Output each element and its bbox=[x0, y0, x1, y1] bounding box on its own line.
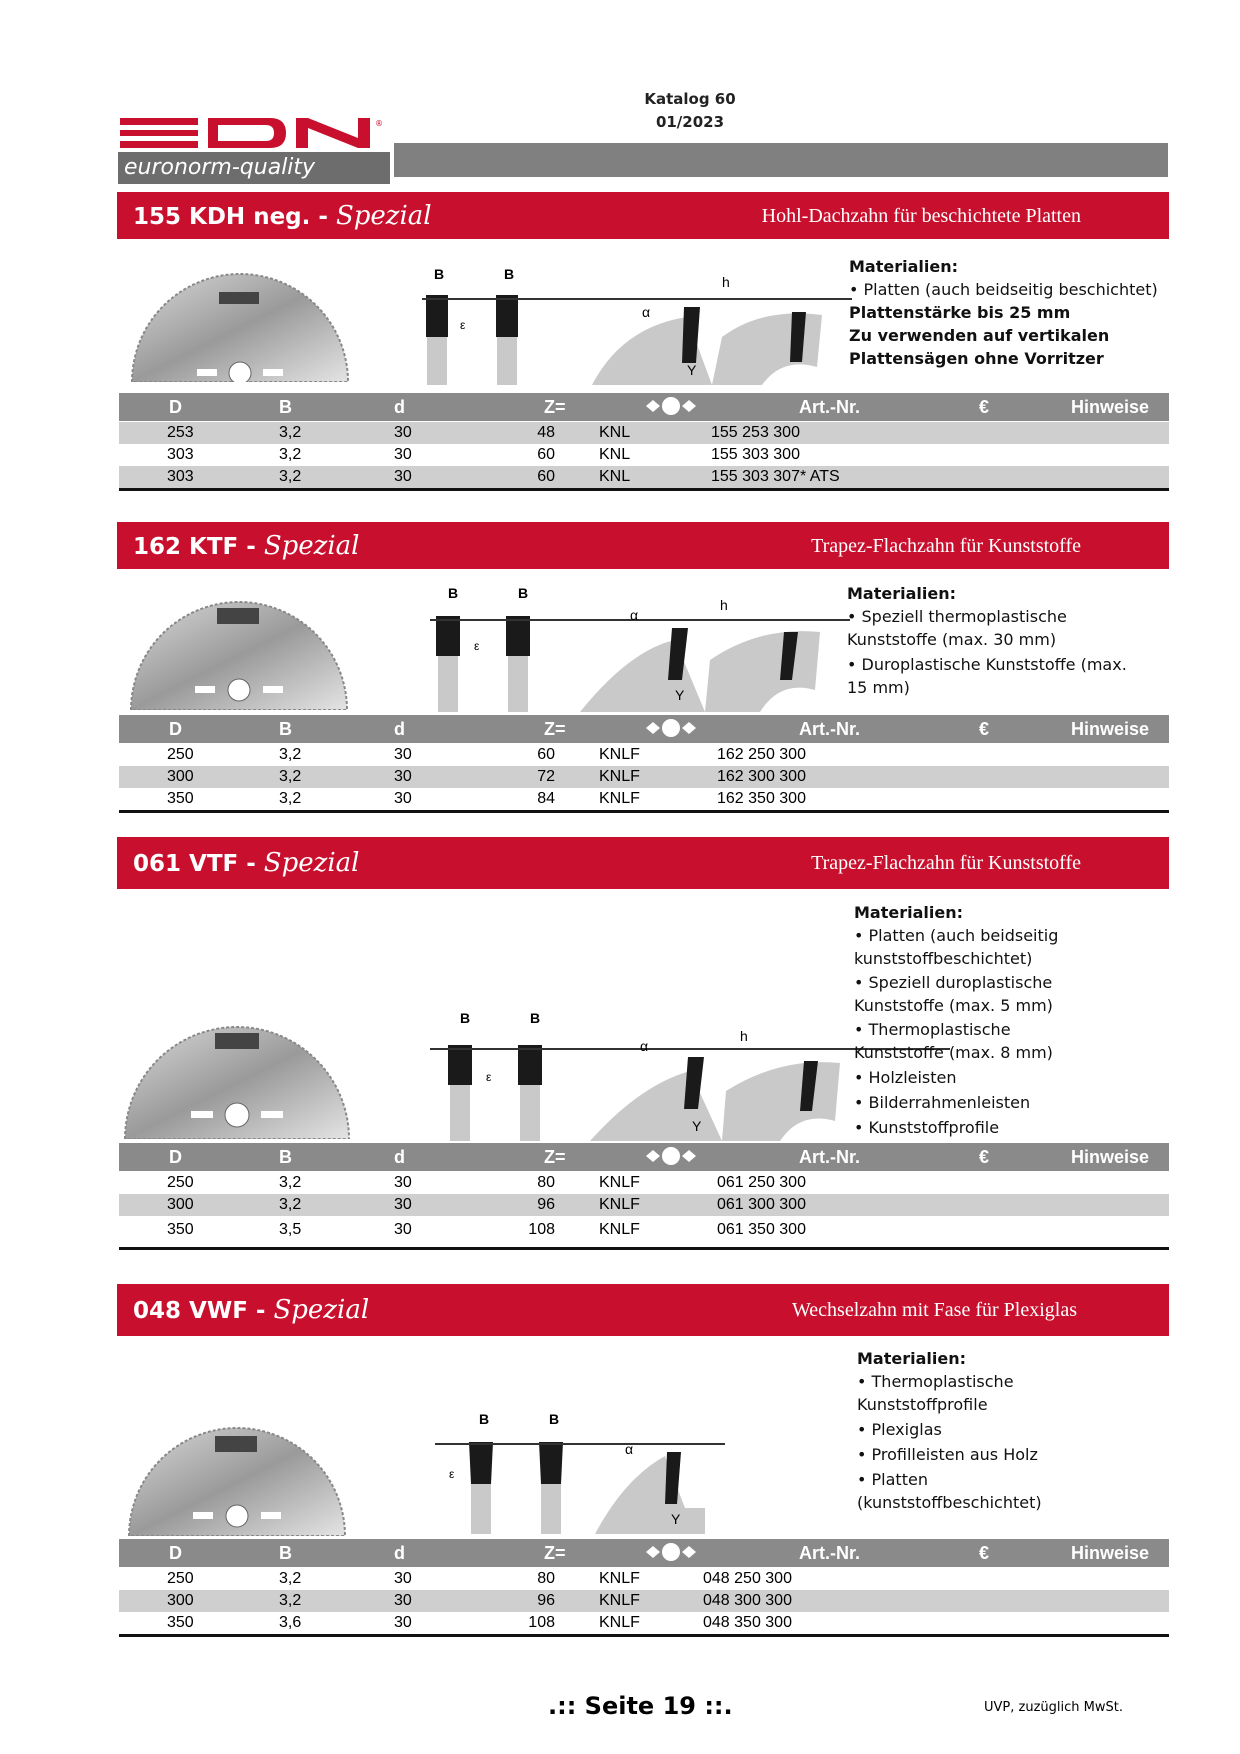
table-row: 250 3,2 30 80 KNLF 061 250 300 bbox=[167, 1174, 806, 1191]
table-row: 300 3,2 30 96 KNLF 048 300 300 bbox=[119, 1590, 1169, 1612]
page-number: .:: Seite 19 ::. bbox=[548, 1692, 733, 1720]
table-header: D B d Z= Art.-Nr. € Hinweise bbox=[119, 1539, 1169, 1567]
tooth-grind-icon bbox=[644, 717, 698, 744]
label-gamma: Y bbox=[671, 1511, 681, 1527]
table-row: 250 3,2 30 60 KNLF 162 250 300 bbox=[167, 746, 806, 763]
label-h: h bbox=[722, 274, 730, 290]
table-row: 300 3,2 30 96 KNLF 061 300 300 bbox=[119, 1194, 1169, 1216]
label-alpha: α bbox=[640, 1038, 649, 1054]
product-code: 162 KTF - Spezial bbox=[133, 531, 360, 561]
table-rule bbox=[119, 488, 1169, 491]
materials-list: Materialien: • Thermoplastische Kunststoffprofile • Plexiglas • Profilleisten aus Holz • Platten (kunststoffbeschichtet) bbox=[857, 1349, 1042, 1512]
tooth-geometry-diagram bbox=[430, 580, 850, 712]
tagline: euronorm-quality bbox=[118, 152, 390, 184]
label-b: B bbox=[460, 1010, 471, 1026]
table-rule bbox=[119, 810, 1169, 813]
edn-logo-mark bbox=[120, 116, 390, 150]
tooth-geometry-diagram bbox=[422, 267, 852, 385]
label-epsilon: ε bbox=[486, 1070, 492, 1084]
section-band bbox=[117, 522, 1169, 569]
tooth-grind-icon bbox=[644, 1541, 698, 1568]
table-header: D B d Z= Art.-Nr. € Hinweise bbox=[119, 715, 1169, 743]
saw-blade-image bbox=[123, 999, 353, 1139]
table-row: 350 3,2 30 84 KNLF 162 350 300 bbox=[167, 790, 806, 807]
label-alpha: α bbox=[630, 607, 639, 623]
label-b: B bbox=[530, 1010, 541, 1026]
label-b: B bbox=[549, 1411, 560, 1427]
label-b: B bbox=[479, 1411, 490, 1427]
tooth-geometry-diagram bbox=[435, 1408, 875, 1534]
product-code: 155 KDH neg. - Spezial bbox=[133, 201, 432, 231]
product-description: Trapez-Flachzahn für Kunststoffe bbox=[811, 852, 1081, 874]
product-code: 048 VWF - Spezial bbox=[133, 1295, 370, 1325]
label-gamma: Y bbox=[687, 362, 697, 378]
header-bar bbox=[394, 143, 1168, 177]
catalog-info bbox=[560, 88, 820, 134]
label-b: B bbox=[518, 585, 529, 601]
tooth-grind-icon bbox=[644, 395, 698, 422]
product-description: Hohl-Dachzahn für beschichtete Platten bbox=[761, 205, 1081, 227]
label-b: B bbox=[504, 267, 515, 282]
label-alpha: α bbox=[642, 304, 651, 320]
label-b: B bbox=[448, 585, 459, 601]
table-row: 250 3,2 30 80 KNLF 048 250 300 bbox=[167, 1570, 792, 1587]
section-band bbox=[117, 192, 1169, 239]
label-h: h bbox=[720, 597, 728, 613]
label-epsilon: ε bbox=[460, 318, 466, 332]
table-row: 303 3,2 30 60 KNL 155 303 307* ATS bbox=[119, 466, 1169, 488]
section-band bbox=[117, 837, 1169, 889]
label-alpha: α bbox=[625, 1441, 634, 1457]
product-description: Wechselzahn mit Fase für Plexiglas bbox=[792, 1299, 1077, 1321]
label-gamma: Y bbox=[675, 687, 685, 703]
label-h: h bbox=[740, 1028, 748, 1044]
table-rule bbox=[119, 1634, 1169, 1637]
tooth-grind-icon bbox=[644, 1145, 698, 1172]
table-rule bbox=[119, 1247, 1169, 1250]
label-epsilon: ε bbox=[449, 1467, 455, 1481]
catalog-title: Katalog 60 bbox=[644, 90, 736, 108]
svg-text:®: ® bbox=[375, 119, 383, 128]
label-gamma: Y bbox=[692, 1118, 702, 1134]
materials-list: Materialien: • Speziell thermoplastische Kunststoffe (max. 30 mm) • Duroplastische Kunststoffe (max. 15 mm) bbox=[847, 584, 1127, 697]
table-row: 350 3,6 30 108 KNLF 048 350 300 bbox=[167, 1614, 792, 1631]
product-code: 061 VTF - Spezial bbox=[133, 848, 360, 878]
materials-list: Materialien: • Platten (auch beidseitig kunststoffbeschichtet) • Speziell duroplastische Kunststoffe (max. 5 mm) • Thermoplastische Kunststoffe (max. 8 mm) • Holzleisten • Bilderrahmenleisten • Kunststoffprofile bbox=[854, 903, 1059, 1137]
table-row: 350 3,5 30 108 KNLF 061 350 300 bbox=[167, 1221, 806, 1238]
catalog-date: 01/2023 bbox=[655, 113, 725, 131]
saw-blade-image bbox=[129, 580, 349, 710]
section-band bbox=[117, 1284, 1169, 1336]
label-epsilon: ε bbox=[474, 639, 480, 653]
saw-blade-image bbox=[127, 262, 357, 382]
product-description: Trapez-Flachzahn für Kunststoffe bbox=[811, 535, 1081, 557]
table-row: 303 3,2 30 60 KNL 155 303 300 bbox=[167, 446, 800, 463]
table-row: 253 3,2 30 48 KNL 155 253 300 bbox=[119, 422, 1169, 444]
materials-list: Materialien: • Platten (auch beidseitig beschichtet) Plattenstärke bis 25 mm Zu verwenden auf vertikalen Plattensägen ohne Vorritzer bbox=[849, 257, 1158, 368]
price-note: UVP, zuzüglich MwSt. bbox=[984, 1700, 1123, 1715]
table-row: 300 3,2 30 72 KNLF 162 300 300 bbox=[119, 766, 1169, 788]
label-b: B bbox=[434, 267, 445, 282]
table-header: D B d Z= Art.-Nr. € Hinweise bbox=[119, 393, 1169, 421]
saw-blade-image bbox=[127, 1406, 347, 1536]
table-header: D B d Z= Art.-Nr. € Hinweise bbox=[119, 1143, 1169, 1171]
